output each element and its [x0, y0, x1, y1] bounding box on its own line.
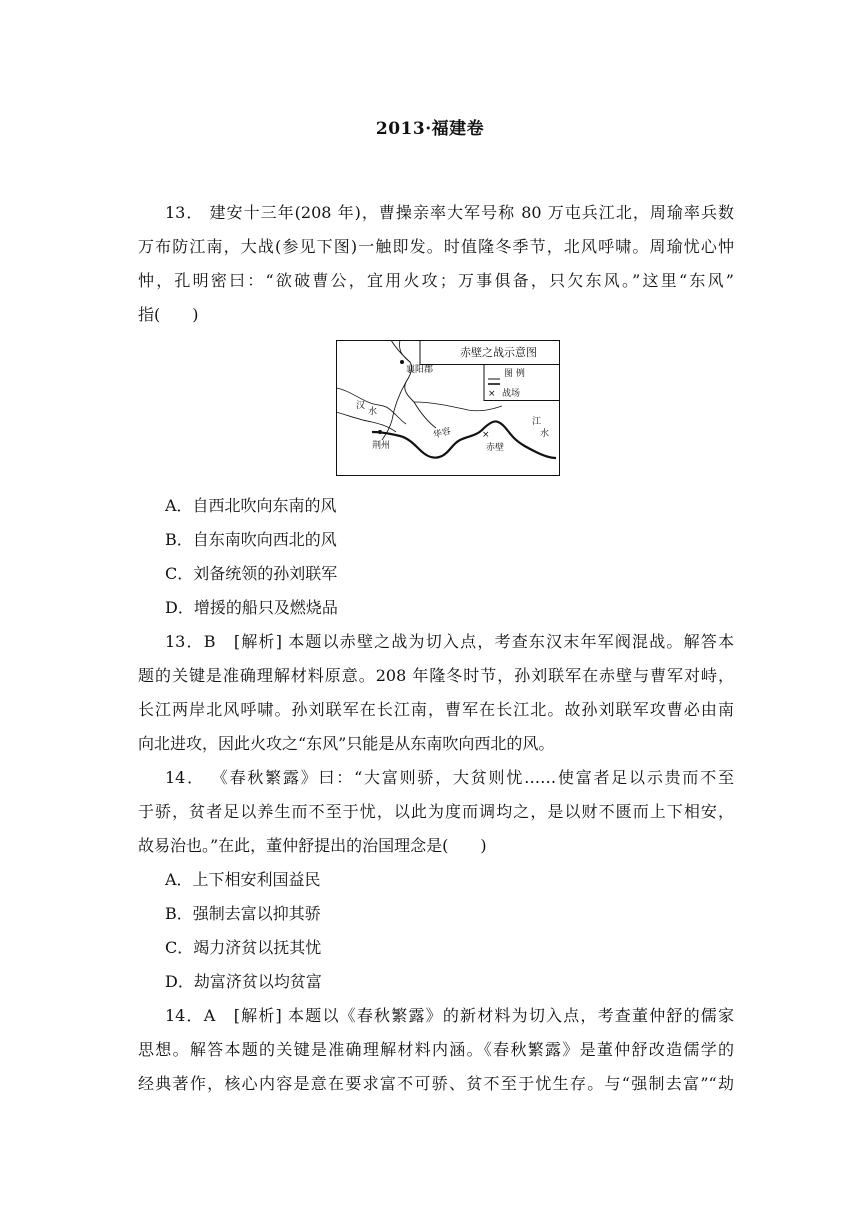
q14-answer-line-3: 经典著作，核心内容是意在要求富不可骄、贫不至于忧生存。与“强制去富”“劫 [138, 1074, 734, 1093]
map-title: 赤壁之战示意图 [460, 346, 537, 359]
q13-option-d: D．增援的船只及燃烧品 [165, 598, 338, 617]
q14-option-d: D．劫富济贫以均贫富 [165, 972, 322, 991]
q13-answer-line-4: 向北进攻，因此火攻之“东风”只能是从东南吹向西北的风。 [138, 734, 555, 753]
q13-stem-line-2: 万布防江南，大战(参见下图)一触即发。时值隆冬季节，北风呼啸。周瑜忧心忡 [138, 237, 734, 256]
battlefield-cross-icon: × [488, 389, 496, 399]
q14-answer-line-2: 思想。解答本题的关键是准确理解材料内涵。《春秋繁露》是董仲舒改造儒学的 [138, 1040, 734, 1059]
page-title: 2013·福建卷 [375, 119, 485, 139]
q14-option-c: C．竭力济贫以抚其忧 [165, 938, 322, 957]
chibi-battle-cross-icon: × [482, 430, 490, 440]
q13-stem-line-4: 指( ) [138, 305, 199, 324]
q13-answer-line-2: 题的关键是准确理解材料原意。208 年隆冬时节，孙刘联军在赤壁与曹军对峙， [138, 666, 734, 685]
q13-stem-line-1: 13． 建安十三年(208 年)，曹操亲率大军号称 80 万屯兵江北，周瑜率兵数 [165, 203, 734, 222]
han-river-label-2: 水 [368, 407, 378, 417]
q13-stem-line-3: 忡，孔明密曰：“欲破曹公，宜用火攻；万事俱备，只欠东风。”这里“东风” [138, 271, 734, 290]
q13-answer-line-1: 13．B [解析] 本题以赤壁之战为切入点，考查东汉末年军阀混战。解答本 [165, 632, 734, 651]
q14-stem-line-1: 14． 《春秋繁露》曰：“大富则骄，大贫则忧……使富者足以示贵而不至 [165, 768, 734, 787]
q13-option-b: B．自东南吹向西北的风 [165, 530, 337, 549]
yangtze-label-2: 水 [540, 429, 550, 439]
q13-option-a: A．自西北吹向东南的风 [165, 496, 337, 515]
map-legend-item: 战场 [502, 389, 521, 399]
yangtze-label-1: 江 [532, 417, 542, 427]
map-place-chibi: 赤壁 [486, 443, 505, 453]
map-place-huarong: 华容 [432, 426, 453, 441]
map-legend-title: 图 例 [504, 369, 525, 379]
q14-answer-line-1: 14．A [解析] 本题以《春秋繁露》的新材料为切入点，考查董仲舒的儒家 [165, 1006, 734, 1025]
q14-option-b: B．强制去富以抑其骄 [165, 904, 321, 923]
q13-option-c: C．刘备统领的孙刘联军 [165, 564, 338, 583]
jingzhou-marker [378, 430, 382, 434]
q13-answer-line-3: 长江两岸北风呼啸。孙刘联军在长江南，曹军在长江北。故孙刘联军攻曹必由南 [138, 700, 734, 719]
q14-option-a: A．上下相安利国益民 [165, 870, 321, 889]
chibi-battle-map [336, 340, 560, 474]
q14-stem-line-3: 故易治也。”在此，董仲舒提出的治国理念是( ) [138, 836, 487, 855]
map-drawing [336, 340, 560, 476]
q14-stem-line-2: 于骄，贫者足以养生而不至于忧，以此为度而调均之，是以财不匮而上下相安， [138, 802, 734, 821]
han-river-label-1: 汉 [356, 401, 366, 411]
map-place-jingzhou: 荆州 [372, 441, 391, 451]
map-place-xiangyang: 襄阳郡 [406, 365, 434, 375]
xiangyang-marker [400, 360, 404, 364]
